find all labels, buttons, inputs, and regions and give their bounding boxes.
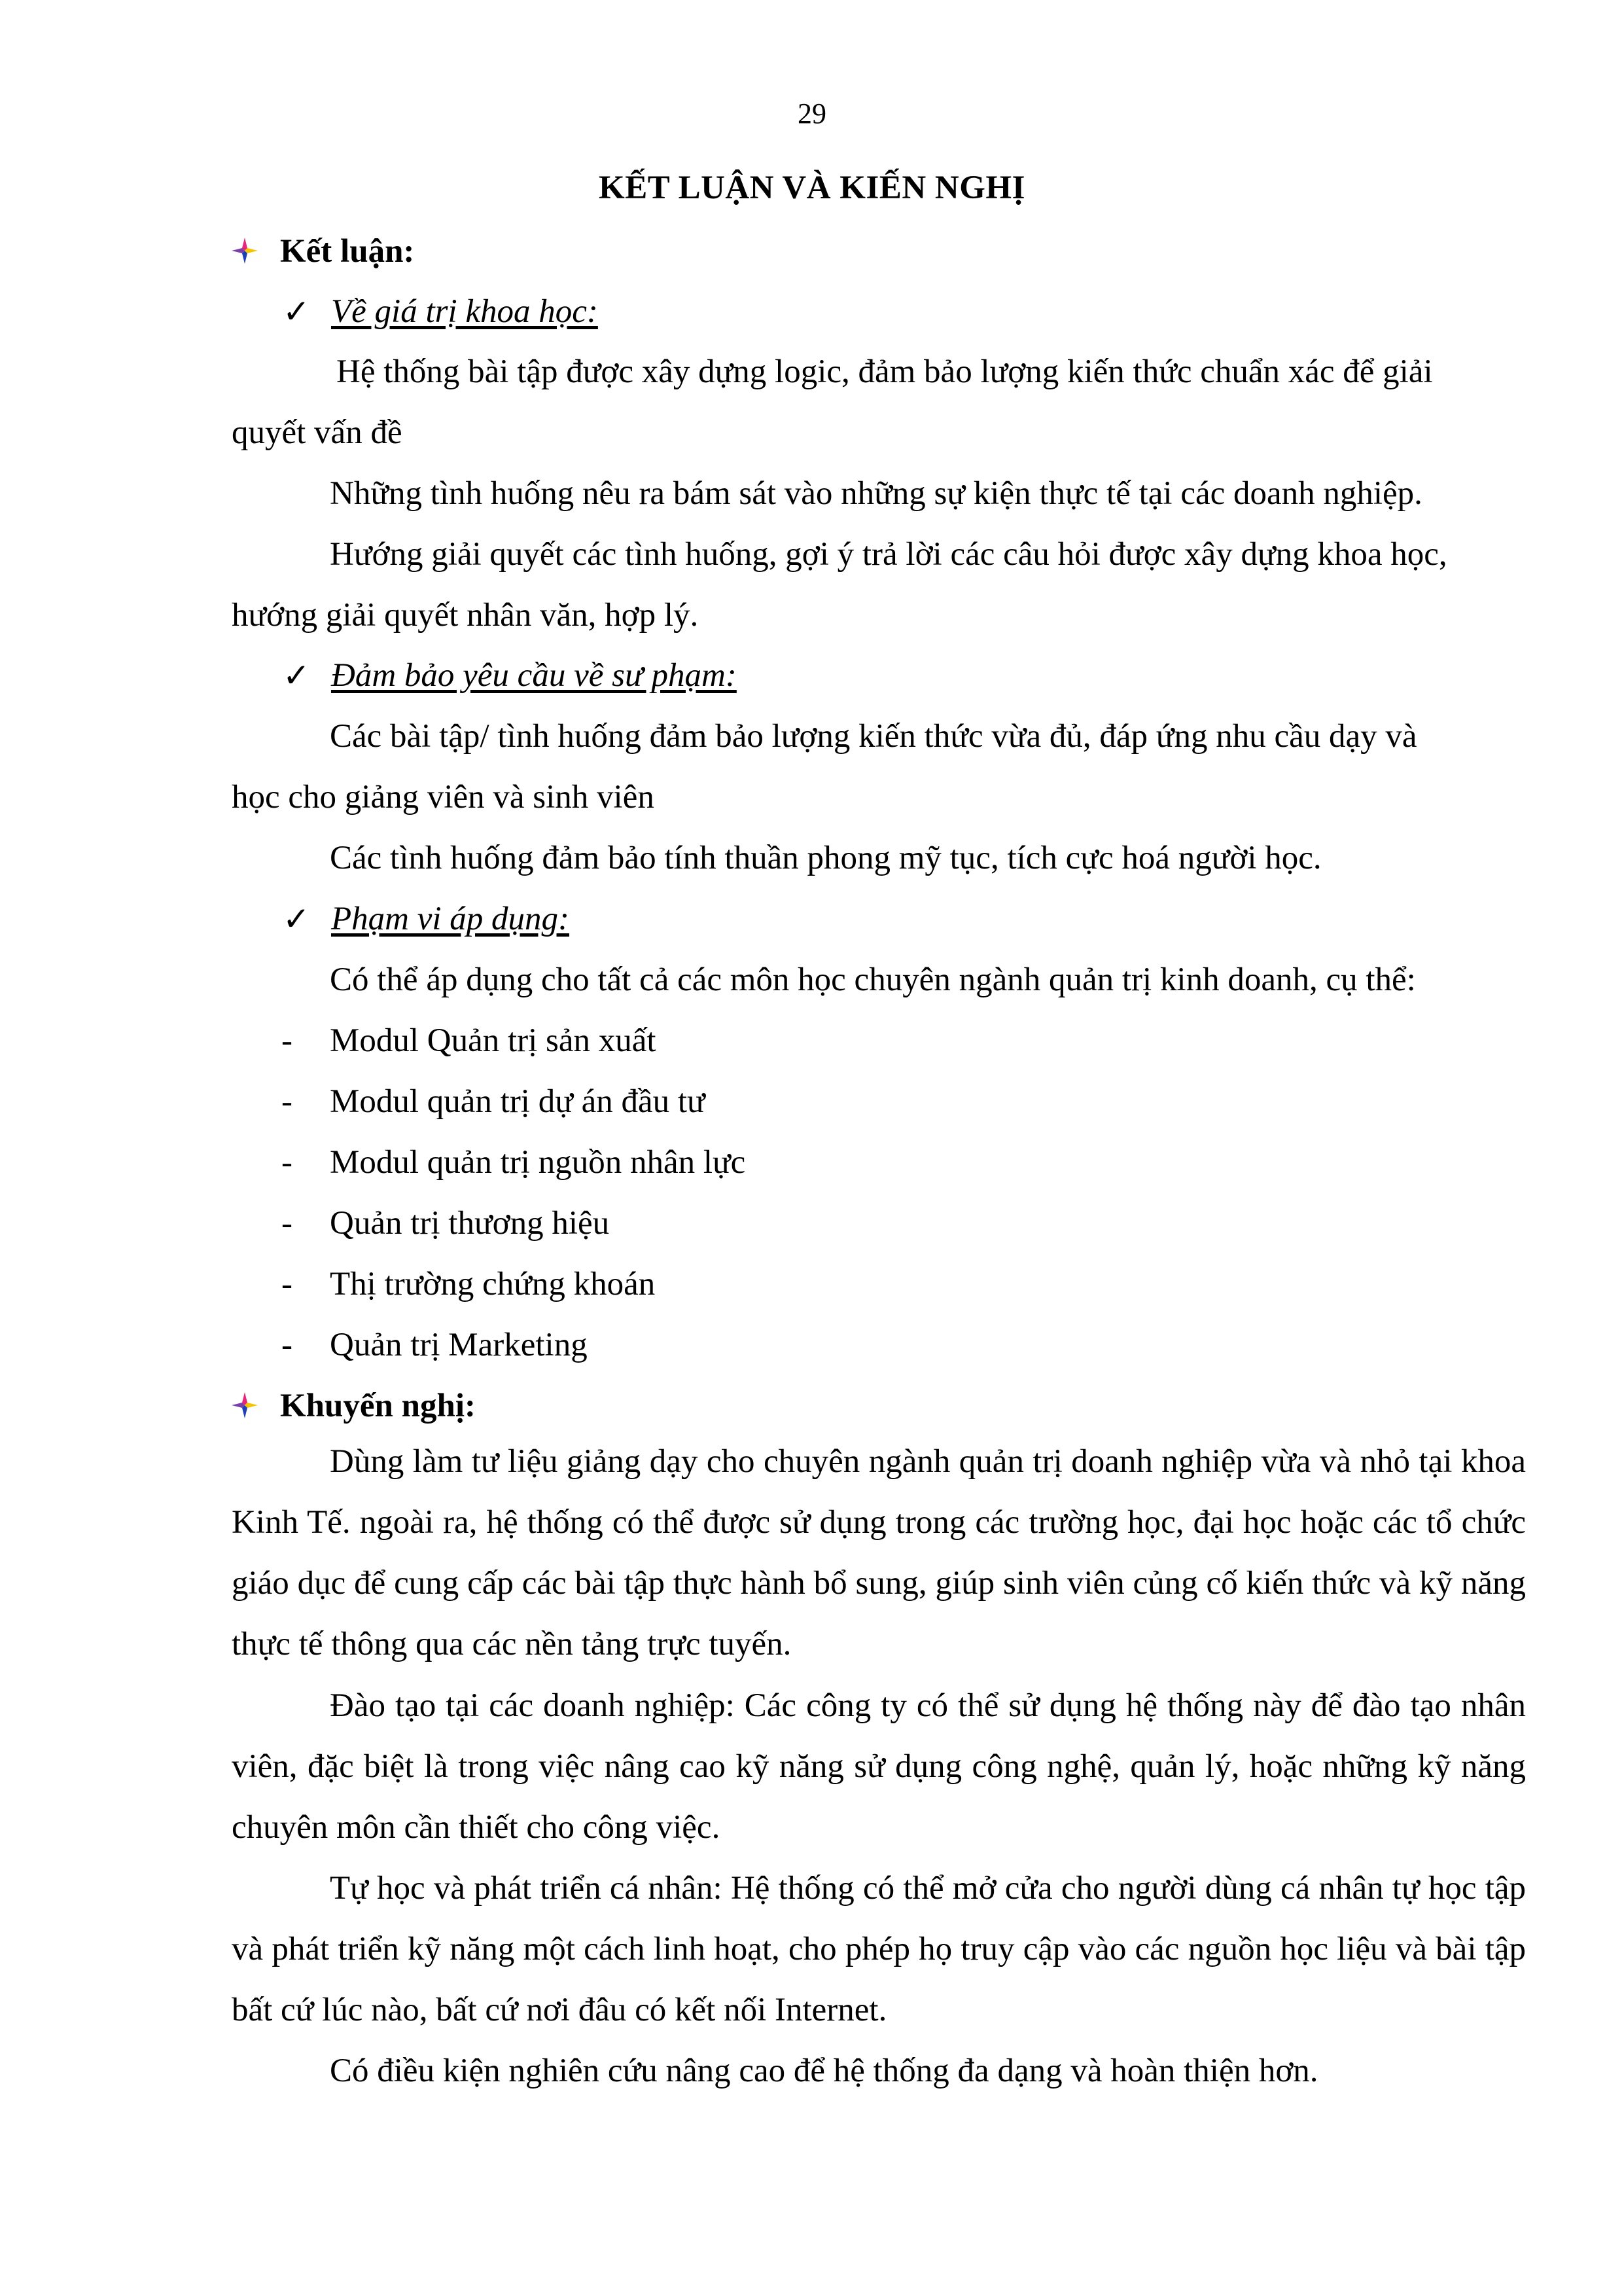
subheading-scientific-value: Về giá trị khoa học:: [331, 293, 598, 330]
checkmark-icon: ✓: [283, 657, 310, 694]
paragraph-line: Có thể áp dụng cho tất cả các môn học chuyên ngành quản trị kinh doanh, cụ thể:: [330, 961, 1416, 998]
bullet-dash: -: [281, 1327, 292, 1363]
list-item-text: Modul quản trị dự án đầu tư: [330, 1083, 705, 1120]
recommendation-paragraph: Dùng làm tư liệu giảng dạy cho chuyên ngành quản trị doanh nghiệp vừa và nhỏ tại khoa Kinh Tế. ngoài ra, hệ thống có thể được sử dụng trong các trường học, đại học hoặc các tổ chức giáo dục để cung cấp các bài tập thực hành bổ sung, giúp sinh viên củng cố kiến thức và kỹ năng thực tế thông qua các nền tảng trực tuyến.: [232, 1443, 1526, 1662]
subheading-scope: Phạm vi áp dụng:: [331, 901, 570, 937]
list-item-text: Quản trị Marketing: [330, 1327, 588, 1363]
paragraph-line: hướng giải quyết nhân văn, hợp lý.: [232, 597, 699, 634]
subheading-pedagogy: Đảm bảo yêu cầu về sư phạm:: [331, 657, 737, 694]
bullet-dash: -: [281, 1022, 292, 1059]
paragraph-line: Hướng giải quyết các tình huống, gợi ý trả lời các câu hỏi được xây dựng khoa học,: [330, 536, 1447, 573]
recommendation-paragraph: Đào tạo tại các doanh nghiệp: Các công ty có thể sử dụng hệ thống này để đào tạo nhân viên, đặc biệt là trong việc nâng cao kỹ năng sử dụng công nghệ, quản lý, hoặc những kỹ năng chuyên môn cần thiết cho công việc.: [232, 1687, 1526, 1846]
bullet-dash: -: [281, 1083, 292, 1120]
page-title: KẾT LUẬN VÀ KIẾN NGHỊ: [599, 170, 1025, 206]
paragraph-line: học cho giảng viên và sinh viên: [232, 779, 654, 816]
list-item-text: Modul quản trị nguồn nhân lực: [330, 1144, 746, 1181]
conclusion-heading: Kết luận:: [280, 233, 415, 270]
paragraph-line: Các bài tập/ tình huống đảm bảo lượng kiến thức vừa đủ, đáp ứng nhu cầu dạy và: [330, 718, 1417, 755]
bullet-dash: -: [281, 1144, 292, 1181]
four-point-star-icon: [230, 236, 259, 265]
paragraph-line: quyết vấn đề: [232, 414, 402, 451]
paragraph-line: Hệ thống bài tập được xây dựng logic, đảm bảo lượng kiến thức chuẩn xác để giải: [336, 353, 1433, 390]
list-item-text: Modul Quản trị sản xuất: [330, 1022, 656, 1059]
bullet-dash: -: [281, 1205, 292, 1242]
recommendation-paragraph: Tự học và phát triển cá nhân: Hệ thống có thể mở cửa cho người dùng cá nhân tự học tập và phát triển kỹ năng một cách linh hoạt, cho phép họ truy cập vào các nguồn học liệu và bài tập bất cứ lúc nào, bất cứ nơi đâu có kết nối Internet.: [232, 1870, 1526, 2028]
page-number: 29: [798, 98, 826, 130]
checkmark-icon: ✓: [283, 293, 310, 330]
recommendation-paragraph: Có điều kiện nghiên cứu nâng cao để hệ thống đa dạng và hoàn thiện hơn.: [330, 2053, 1318, 2089]
list-item-text: Quản trị thương hiệu: [330, 1205, 610, 1242]
checkmark-icon: ✓: [283, 901, 310, 937]
four-point-star-icon: [230, 1391, 259, 1420]
paragraph-line: Các tình huống đảm bảo tính thuần phong mỹ tục, tích cực hoá người học.: [330, 840, 1322, 876]
recommendation-heading: Khuyến nghị:: [280, 1388, 476, 1424]
list-item-text: Thị trường chứng khoán: [330, 1266, 656, 1302]
paragraph-line: Những tình huống nêu ra bám sát vào những sự kiện thực tế tại các doanh nghiệp.: [330, 475, 1422, 512]
bullet-dash: -: [281, 1266, 292, 1302]
